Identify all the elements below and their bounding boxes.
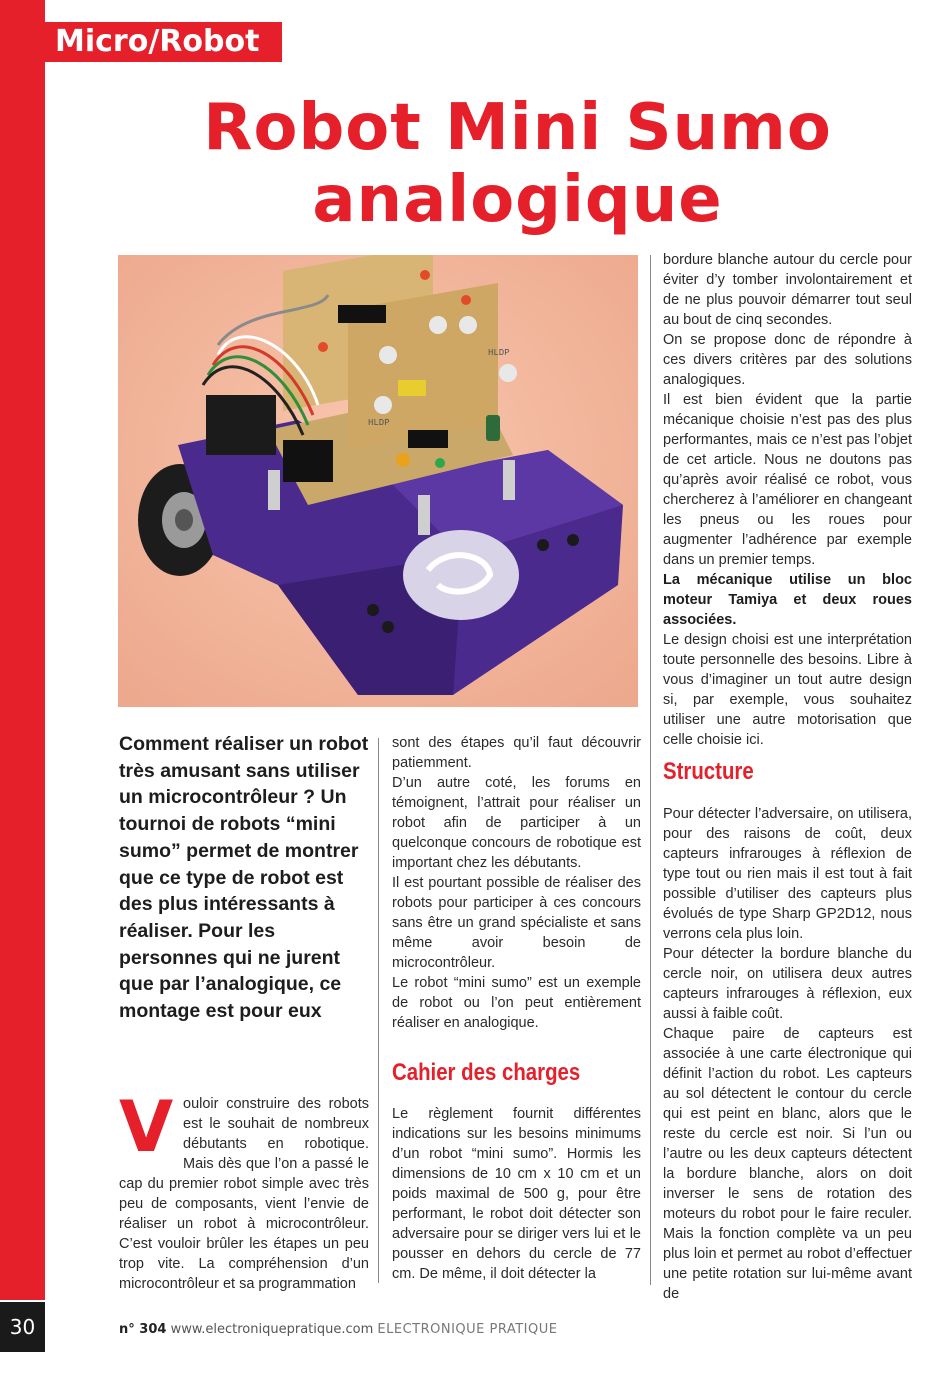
column-3-continued <box>663 804 912 1304</box>
col2-paragraph-4: Le robot “mini sumo” est un exemple de robot ou l’on peut entièrement réaliser en analogique. <box>392 975 641 1031</box>
column-1 <box>119 1086 369 1294</box>
title-line-1: Robot Mini Sumo <box>203 91 832 165</box>
page-footer <box>119 1321 557 1339</box>
col3-paragraph-8: Chaque paire de capteurs est associée à une carte électronique qui définit l’action du robot. Les capteurs au sol détectent le contour du cercle qui est peint en blanc, alors que le reste du cercle est noir. Si l’un ou l’autre ou les deux capteurs détectent la bordure blanche, alors on doit inverser le sens de rotation des moteurs du robot pour le faire reculer. Mais la fonction complète va un peu plus loin et permet au robot d’effectuer une petite rotation sur lui-même avant de <box>663 1026 912 1302</box>
col3-paragraph-2: On se propose donc de répondre à ces divers critères par des solutions analogiques. <box>663 332 912 388</box>
col3-paragraph-7: Pour détecter la bordure blanche du cercle noir, on utilisera deux autres capteurs infrarouges à réflexion, eux aussi à faible coût. <box>663 946 912 1022</box>
dragon-emblem <box>403 530 519 620</box>
robot-illustration <box>118 255 638 707</box>
column-divider <box>378 738 379 1283</box>
website-url: www.electroniquepratique.com <box>170 1322 374 1337</box>
board-label-1: HLDP <box>368 418 390 428</box>
col2-paragraph-3: Il est pourtant possible de réaliser des robots pour participer à ces concours sans être un grand spécialiste et sans même avoir besoin de microcontrôleur. <box>392 875 641 971</box>
board-label-2: HLDP <box>488 348 510 358</box>
robot-photo <box>118 255 638 707</box>
column-divider <box>650 255 651 1285</box>
col3-paragraph-1: bordure blanche autour du cercle pour éviter d’y tomber involontairement et de ne plus pouvoir démarrer tout seul au bout de cinq secondes. <box>663 252 912 328</box>
col3-paragraph-3: Il est bien évident que la partie mécanique choisie n’est pas des plus performantes, mais ce n’est pas l’objet de cet article. Nous ne doutons pas qu’après avoir réalisé ce robot, vous chercherez à l’améliorer en changeant les pneus ou les roues pour augmenter l’adhérence par exemple dans un premier temps. <box>663 392 912 568</box>
issue-number: n° 304 <box>119 1322 167 1337</box>
column-2 <box>392 733 641 1033</box>
magazine-name: ELECTRONIQUE PRATIQUE <box>377 1322 558 1337</box>
col2-paragraph-5: Le règlement fournit différentes indications sur les besoins minimums d’un robot “mini sumo”. Hormis les dimensions de 10 cm x 10 cm et un poids maximal de 500 g, pour être performant, le robot doit détecter son adversaire pour se diriger vers lui et le pousser en dehors du cercle de 77 cm. De même, il doit détecter la <box>392 1106 641 1282</box>
left-red-bar <box>0 0 45 1300</box>
column-2-continued <box>392 1104 641 1284</box>
section-rubric: Micro/Robot <box>45 22 282 62</box>
col3-paragraph-6: Pour détecter l’adversaire, on utilisera, pour des raisons de coût, deux capteurs infrarouges à réflexion de type tout ou rien mais il est tout à fait possible d’utiliser des capteurs plus évolués de type Sharp GP2D12, nous verrons cela plus loin. <box>663 806 912 942</box>
section-heading-cahier: Cahier des charges <box>392 1059 581 1086</box>
article-title <box>100 92 935 236</box>
drop-cap: V <box>119 1086 174 1168</box>
col1-paragraph: ouloir construire des robots est le souhait de nombreux débutants en robotique. Mais dès que l’on a passé le cap du premier robot simple avec très peu de composants, vient l’envie de réaliser un robot à microcontrôleur. C’est vouloir brûler les étapes un peu trop vite. La compréhension d’un microcontrôleur et sa programmation <box>119 1096 369 1292</box>
col2-paragraph-1: sont des étapes qu’il faut découvrir patiemment. <box>392 735 641 771</box>
motor-block <box>206 395 276 455</box>
section-heading-structure: Structure <box>663 758 754 785</box>
article-lead: Comment réaliser un robot très amusant sans utiliser un microcontrôleur ? Un tournoi de robots “mini sumo” permet de montrer que ce type de robot est des plus intéressants à réaliser. Pour les personnes qui ne jurent que par l’analogique, ce montage est pour eux <box>119 733 369 1023</box>
col3-paragraph-bold: La mécanique utilise un bloc moteur Tamiya et deux roues associées. <box>663 572 912 628</box>
col3-paragraph-5: Le design choisi est une interprétation toute personnelle des besoins. Libre à vous d’imaginer un tout autre design si, par exemple, vous souhaitez utiliser une autre motorisation que celle choisie ici. <box>663 632 912 748</box>
page-number: 30 <box>0 1302 45 1352</box>
col2-paragraph-2: D’un autre coté, les forums en témoignent, l’attrait pour réaliser un robot afin de participer à un quelconque concours de robotique est important chez les débutants. <box>392 775 641 871</box>
column-3 <box>663 250 912 750</box>
title-line-2: analogique <box>312 163 723 237</box>
